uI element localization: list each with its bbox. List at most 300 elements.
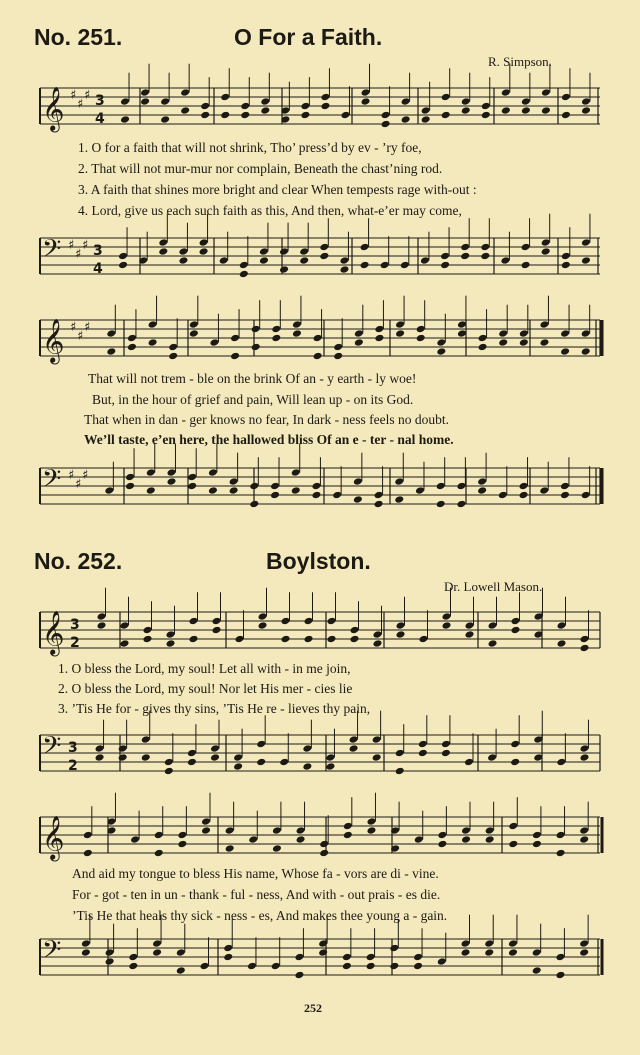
notation-mark	[519, 491, 529, 500]
notation-mark	[400, 261, 410, 270]
notation-mark	[361, 97, 371, 106]
notation-mark	[389, 962, 399, 971]
notation-mark	[258, 621, 268, 630]
notation-mark	[437, 831, 447, 840]
notation-mark	[270, 482, 280, 491]
notation-mark	[223, 944, 233, 953]
notation-mark	[247, 962, 257, 971]
notation-mark	[209, 338, 219, 347]
notation-mark	[271, 962, 281, 971]
notation-mark	[167, 468, 177, 477]
notation-mark	[229, 486, 239, 495]
notation-mark	[532, 831, 542, 840]
notation-mark	[508, 822, 518, 831]
notation-mark	[481, 102, 491, 111]
notation-mark	[229, 477, 239, 486]
notation-mark	[477, 486, 487, 495]
notation-mark	[164, 767, 174, 776]
notation-mark	[311, 482, 321, 491]
notation-mark	[350, 626, 360, 635]
hymn-title: Boylston.	[266, 548, 371, 574]
notation-mark: 𝄢	[42, 731, 62, 767]
notation-mark	[189, 329, 199, 338]
hymn-composer: Dr. Lowell Mason.	[444, 579, 543, 594]
notation-mark	[294, 953, 304, 962]
notation-mark: ♯	[75, 476, 82, 492]
notation-mark: 4	[95, 111, 105, 128]
notation-mark	[333, 352, 343, 361]
verse-line: That will not trem - ble on the brink Of an - y earth - ly woe!	[88, 371, 417, 386]
notation-mark	[248, 835, 258, 844]
notation-mark	[219, 256, 229, 265]
notation-mark	[127, 343, 137, 352]
notation-mark	[333, 343, 343, 352]
notation-mark	[154, 831, 164, 840]
notation-mark	[240, 111, 250, 120]
notation-mark	[461, 826, 471, 835]
notation-mark	[200, 102, 210, 111]
notation-mark	[120, 97, 130, 106]
notation-mark	[421, 115, 431, 124]
notation-mark	[394, 477, 404, 486]
notation-mark	[120, 639, 130, 648]
notation-mark	[212, 626, 222, 635]
notation-mark	[581, 256, 591, 265]
notation-mark	[498, 491, 508, 500]
notation-mark	[225, 844, 235, 853]
notation-mark	[240, 102, 250, 111]
notation-mark	[421, 106, 431, 115]
notation-mark	[296, 826, 306, 835]
notation-mark	[313, 352, 323, 361]
notation-mark	[481, 111, 491, 120]
notation-mark	[581, 347, 591, 356]
notation-mark: 𝄢	[42, 935, 62, 971]
notation-mark	[339, 265, 349, 274]
notation-mark	[294, 971, 304, 980]
notation-mark	[212, 617, 222, 626]
verse-line: 1. O for a faith that will not shrink, Tho’ press’d by ev - ’ry foe,	[78, 140, 422, 155]
notation-mark	[480, 252, 490, 261]
notation-mark	[233, 753, 243, 762]
notation-mark	[555, 953, 565, 962]
notation-mark	[270, 491, 280, 500]
verse-line: 2. O bless the Lord, my soul! Nor let His mer - cies lie	[58, 681, 353, 696]
notation-mark	[281, 635, 291, 644]
notation-mark	[225, 826, 235, 835]
notation-mark	[561, 111, 571, 120]
notation-mark	[461, 835, 471, 844]
notation-mark	[97, 612, 107, 621]
notation-mark	[223, 953, 233, 962]
notation-mark	[456, 500, 466, 509]
notation-mark	[477, 477, 487, 486]
notation-mark	[521, 97, 531, 106]
notation-mark: ♯	[82, 237, 89, 253]
notation-mark	[414, 835, 424, 844]
notation-mark	[319, 243, 329, 252]
notation-mark	[178, 256, 188, 265]
notation-mark	[484, 948, 494, 957]
notation-mark	[395, 749, 405, 758]
notation-mark	[501, 106, 511, 115]
notation-mark	[143, 635, 153, 644]
notation-mark	[341, 111, 351, 120]
notation-mark	[256, 758, 266, 767]
notation-mark	[541, 88, 551, 97]
notation-mark	[158, 238, 168, 247]
notation-mark	[381, 111, 391, 120]
notation-mark: 3	[95, 93, 105, 110]
notation-mark	[120, 115, 130, 124]
notation-mark	[168, 352, 178, 361]
notation-mark	[440, 252, 450, 261]
notation-mark	[461, 948, 471, 957]
notation-mark	[395, 320, 405, 329]
notation-mark	[461, 106, 471, 115]
notation-mark	[160, 115, 170, 124]
notation-mark: 𝄞	[42, 318, 65, 363]
page-number: 252	[304, 1001, 322, 1015]
notation-mark	[279, 265, 289, 274]
notation-mark	[532, 840, 542, 849]
notation-mark	[480, 243, 490, 252]
notation-mark	[259, 256, 269, 265]
notation-mark	[83, 831, 93, 840]
notation-mark: 2	[68, 758, 78, 775]
notation-mark	[143, 626, 153, 635]
notation-mark	[251, 325, 261, 334]
notation-mark	[510, 740, 520, 749]
notation-mark	[401, 115, 411, 124]
notation-mark	[130, 835, 140, 844]
notation-mark: 𝄞	[42, 610, 65, 655]
notation-mark	[441, 740, 451, 749]
notation-mark	[279, 758, 289, 767]
notation-mark	[484, 939, 494, 948]
notation-mark	[106, 329, 116, 338]
verse-line: We’ll taste, e’en here, the hallowed bliss Of an e - ter - nal home.	[84, 432, 454, 447]
notation-mark	[260, 106, 270, 115]
notation-mark	[519, 338, 529, 347]
notation-mark	[373, 639, 383, 648]
notation-mark	[146, 468, 156, 477]
notation-mark	[580, 635, 590, 644]
notation-mark	[128, 953, 138, 962]
notation-mark	[168, 343, 178, 352]
notation-mark	[180, 88, 190, 97]
notation-mark	[539, 338, 549, 347]
notation-mark	[555, 971, 565, 980]
notation-mark	[381, 120, 391, 129]
notation-mark	[436, 482, 446, 491]
notation-mark	[177, 840, 187, 849]
notation-mark	[200, 111, 210, 120]
notation-mark	[201, 826, 211, 835]
notation-mark: ♯	[70, 87, 77, 103]
verse-line: 3. ’Tis He for - gives thy sins, ’Tis He re - lieves thy pain,	[58, 701, 371, 716]
notation-mark	[300, 111, 310, 120]
notation-mark	[366, 826, 376, 835]
notation-mark	[146, 486, 156, 495]
notation-mark	[279, 247, 289, 256]
notation-mark	[299, 256, 309, 265]
hymn-number: No. 252.	[34, 548, 123, 574]
notation-mark	[361, 88, 371, 97]
notation-mark	[508, 948, 518, 957]
notation-mark	[258, 612, 268, 621]
notation-mark	[374, 491, 384, 500]
hymn-title: O For a Faith.	[234, 24, 383, 50]
notation-mark	[180, 106, 190, 115]
notation-mark	[501, 88, 511, 97]
notation-mark	[97, 621, 107, 630]
notation-mark	[158, 247, 168, 256]
notation-mark	[395, 767, 405, 776]
notation-mark	[332, 491, 342, 500]
notation-mark	[360, 243, 370, 252]
notation-mark: ♯	[68, 237, 75, 253]
notation-mark	[339, 256, 349, 265]
notation-mark	[141, 753, 151, 762]
notation-mark	[327, 617, 337, 626]
notation-mark	[560, 347, 570, 356]
notation-mark	[199, 247, 209, 256]
notation-mark	[271, 334, 281, 343]
notation-mark	[579, 744, 589, 753]
notation-mark	[81, 948, 91, 957]
notation-mark	[189, 617, 199, 626]
notation-mark	[415, 486, 425, 495]
notation-mark	[271, 325, 281, 334]
notation-mark	[178, 247, 188, 256]
notation-mark	[560, 491, 570, 500]
notation-mark	[465, 630, 475, 639]
notation-mark	[291, 486, 301, 495]
notation-mark	[95, 753, 105, 762]
notation-mark	[313, 334, 323, 343]
notation-mark	[176, 948, 186, 957]
notation-mark: 𝄞	[42, 815, 65, 860]
notation-mark	[541, 247, 551, 256]
notation-mark: ♯	[77, 96, 84, 112]
notation-mark	[539, 486, 549, 495]
notation-mark	[199, 238, 209, 247]
notation-mark	[581, 106, 591, 115]
notation-mark	[141, 735, 151, 744]
notation-mark	[579, 939, 589, 948]
notation-mark	[579, 753, 589, 762]
notation-mark	[539, 320, 549, 329]
notation-mark	[260, 97, 270, 106]
notation-mark	[511, 626, 521, 635]
notation-mark	[302, 744, 312, 753]
notation-mark	[416, 334, 426, 343]
notation-mark	[292, 320, 302, 329]
notation-mark: ♯	[82, 467, 89, 483]
notation-mark	[167, 477, 177, 486]
verse-line: 4. Lord, give us each such faith as this, And then, what-e’er may come,	[78, 203, 462, 218]
notation-mark	[140, 88, 150, 97]
notation-mark	[83, 849, 93, 858]
notation-mark	[201, 817, 211, 826]
notation-mark	[498, 338, 508, 347]
notation-mark	[541, 106, 551, 115]
notation-mark	[200, 962, 210, 971]
notation-mark	[461, 939, 471, 948]
notation-mark	[418, 740, 428, 749]
notation-mark	[187, 758, 197, 767]
notation-mark	[233, 762, 243, 771]
verse-line: ’Tis He that heals thy sick - ness - es, And makes thee young a - gain.	[72, 908, 448, 923]
notation-mark	[442, 621, 452, 630]
notation-mark	[389, 944, 399, 953]
notation-mark	[441, 93, 451, 102]
notation-mark	[460, 252, 470, 261]
notation-mark	[120, 621, 130, 630]
notation-mark	[148, 320, 158, 329]
notation-mark: ♯	[77, 328, 84, 344]
notation-mark	[521, 261, 531, 270]
notation-mark	[125, 473, 135, 482]
notation-mark	[581, 97, 591, 106]
hymn-composer: R. Simpson.	[488, 54, 552, 69]
notation-mark	[557, 639, 567, 648]
notation-mark	[239, 261, 249, 270]
verse-line: That when in dan - ger knows no fear, In dark - ness feels no doubt.	[84, 412, 449, 427]
notation-mark	[420, 256, 430, 265]
notation-mark	[436, 500, 446, 509]
notation-mark	[208, 468, 218, 477]
notation-mark	[532, 966, 542, 975]
notation-mark	[510, 758, 520, 767]
verse-line: 2. That will not mur-mur nor complain, Beneath the chast’ning rod.	[78, 161, 443, 176]
notation-mark	[396, 630, 406, 639]
notation-mark	[395, 329, 405, 338]
notation-mark	[581, 491, 591, 500]
notation-mark	[189, 635, 199, 644]
notation-mark: 3	[70, 617, 80, 634]
notation-mark	[154, 849, 164, 858]
notation-mark	[272, 844, 282, 853]
notation-mark	[118, 261, 128, 270]
notation-mark	[325, 762, 335, 771]
notation-mark	[579, 835, 589, 844]
verse-line: 1. O bless the Lord, my soul! Let all with - in me join,	[58, 661, 351, 676]
notation-mark: ♯	[70, 319, 77, 335]
notation-mark: ♯	[68, 467, 75, 483]
notation-mark	[366, 953, 376, 962]
notation-mark	[561, 252, 571, 261]
notation-mark	[557, 621, 567, 630]
notation-mark	[413, 962, 423, 971]
notation-mark	[118, 753, 128, 762]
notation-mark	[380, 261, 390, 270]
notation-mark	[251, 343, 261, 352]
notation-mark	[249, 500, 259, 509]
notation-mark	[118, 744, 128, 753]
notation-mark	[105, 957, 115, 966]
notation-mark: 3	[93, 243, 103, 260]
notation-mark	[556, 758, 566, 767]
notation-mark	[487, 753, 497, 762]
notation-mark: 𝄢	[42, 464, 62, 500]
notation-mark	[460, 243, 470, 252]
notation-mark	[125, 482, 135, 491]
notation-mark	[343, 822, 353, 831]
notation-mark	[272, 826, 282, 835]
notation-mark	[292, 329, 302, 338]
notation-mark	[304, 617, 314, 626]
notation-mark	[319, 252, 329, 261]
notation-mark	[354, 329, 364, 338]
notation-mark	[461, 97, 471, 106]
notation-mark	[498, 329, 508, 338]
notation-mark	[177, 831, 187, 840]
notation-mark	[256, 740, 266, 749]
notation-mark	[176, 966, 186, 975]
notation-mark	[465, 621, 475, 630]
notation-mark	[160, 97, 170, 106]
notation-mark	[360, 261, 370, 270]
notation-mark	[437, 840, 447, 849]
notation-mark	[320, 93, 330, 102]
notation-mark	[581, 238, 591, 247]
notation-mark	[418, 749, 428, 758]
notation-mark: ♯	[84, 319, 91, 335]
notation-mark	[128, 962, 138, 971]
notation-mark	[105, 948, 115, 957]
notation-mark	[560, 329, 570, 338]
notation-mark	[235, 635, 245, 644]
notation-mark: 3	[68, 740, 78, 757]
notation-mark	[152, 948, 162, 957]
notation-mark	[521, 106, 531, 115]
notation-mark	[541, 238, 551, 247]
notation-mark	[318, 939, 328, 948]
notation-mark	[488, 621, 498, 630]
notation-mark	[521, 243, 531, 252]
notation-mark	[561, 93, 571, 102]
notation-mark	[511, 617, 521, 626]
notation-mark	[230, 334, 240, 343]
notation-mark	[106, 347, 116, 356]
notation-mark	[478, 334, 488, 343]
notation-mark	[396, 621, 406, 630]
notation-mark: 𝄢	[42, 234, 62, 270]
notation-mark	[394, 495, 404, 504]
notation-mark	[311, 491, 321, 500]
notation-mark	[230, 352, 240, 361]
notation-mark	[372, 735, 382, 744]
notation-mark	[561, 261, 571, 270]
verse-line: For - got - ten in un - thank - ful - ness, And with - out prais - es die.	[72, 887, 441, 902]
notation-mark	[343, 831, 353, 840]
hymn-number: No. 251.	[34, 24, 123, 50]
notation-mark	[374, 325, 384, 334]
notation-mark	[581, 329, 591, 338]
notation-mark	[366, 962, 376, 971]
notation-mark	[342, 953, 352, 962]
notation-mark	[95, 744, 105, 753]
notation-mark	[281, 617, 291, 626]
notation-mark	[210, 744, 220, 753]
notation-mark	[208, 486, 218, 495]
notation-mark	[220, 93, 230, 102]
notation-mark	[440, 261, 450, 270]
notation-mark	[349, 744, 359, 753]
notation-mark	[187, 482, 197, 491]
